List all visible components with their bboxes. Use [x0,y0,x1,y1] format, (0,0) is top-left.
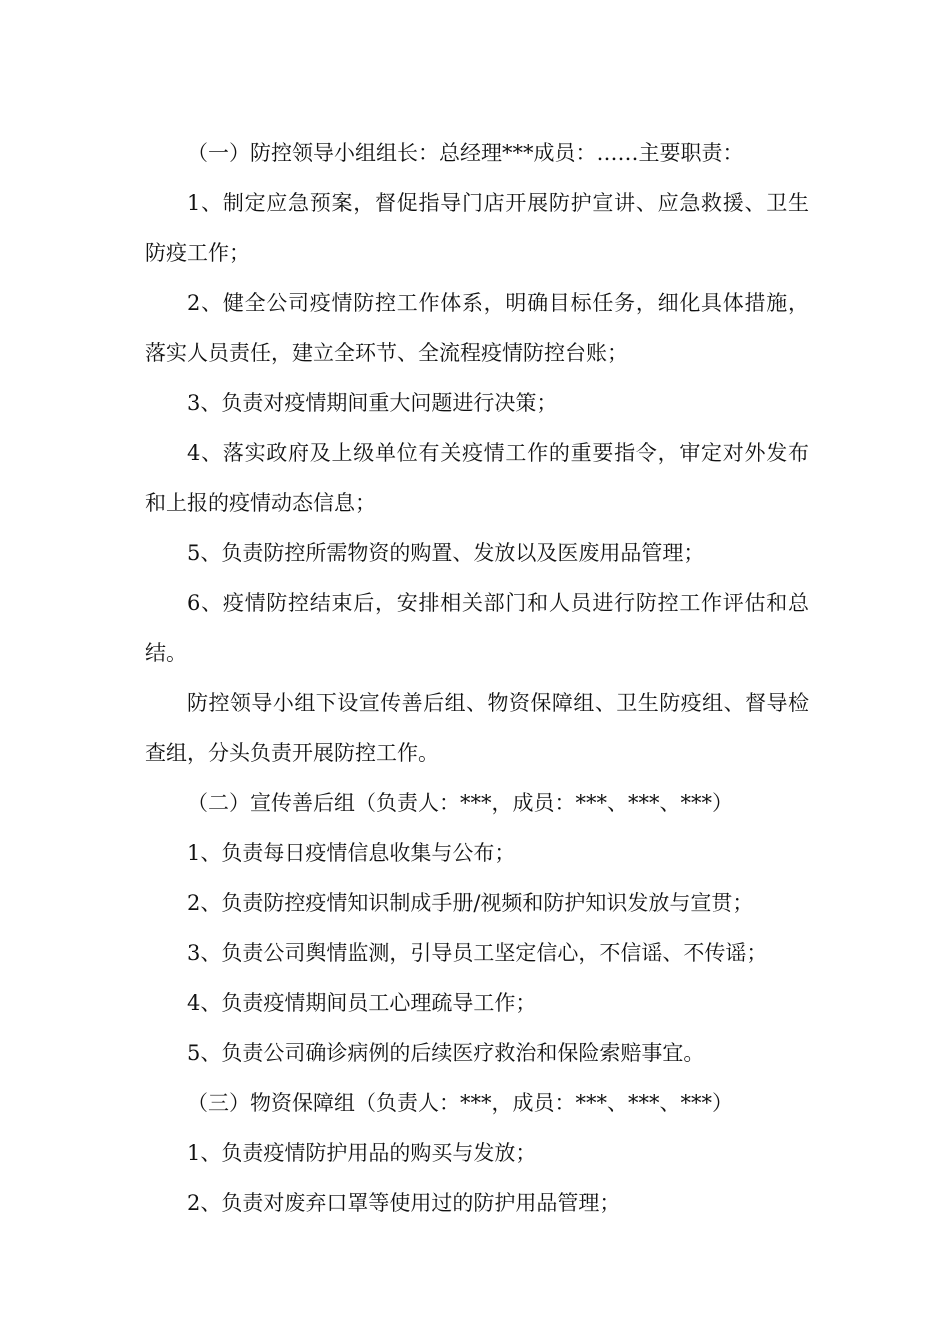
section-heading-supplies: （三）物资保障组（负责人：***，成员：***、***、***） [187,1091,733,1115]
paragraph: 2、负责对废弃口罩等使用过的防护用品管理； [187,1191,621,1215]
paragraph: 2、负责防控疫情知识制成手册/视频和防护知识发放与宣贯； [187,891,754,915]
paragraph: 3、负责公司舆情监测，引导员工坚定信心，不信谣、不传谣； [187,941,768,965]
paragraph: 4、落实政府及上级单位有关疫情工作的重要指令，审定对外发布和上报的疫情动态信息； [145,441,809,515]
paragraph: 1、负责疫情防护用品的购买与发放； [187,1141,537,1165]
section-heading-leadership: （一）防控领导小组组长：总经理***成员：……主要职责： [187,141,744,165]
paragraph: 5、负责防控所需物资的购置、发放以及医废用品管理； [187,541,705,565]
section-heading-publicity: （二）宣传善后组（负责人：***，成员：***、***、***） [187,791,733,815]
paragraph: 3、负责对疫情期间重大问题进行决策； [187,391,558,415]
document-body [145,128,809,1228]
paragraph: 4、负责疫情期间员工心理疏导工作； [187,991,537,1015]
paragraph: 防控领导小组下设宣传善后组、物资保障组、卫生防疫组、督导检查组，分头负责开展防控工作。 [145,691,809,765]
paragraph: 6、疫情防控结束后，安排相关部门和人员进行防控工作评估和总结。 [145,591,809,665]
paragraph: 5、负责公司确诊病例的后续医疗救治和保险索赔事宜。 [187,1041,705,1065]
paragraph: 1、制定应急预案，督促指导门店开展防护宣讲、应急救援、卫生防疫工作； [145,191,809,265]
paragraph: 1、负责每日疫情信息收集与公布； [187,841,516,865]
paragraph: 2、健全公司疫情防控工作体系，明确目标任务，细化具体措施，落实人员责任，建立全环节、全流程疫情防控台账； [145,291,809,365]
